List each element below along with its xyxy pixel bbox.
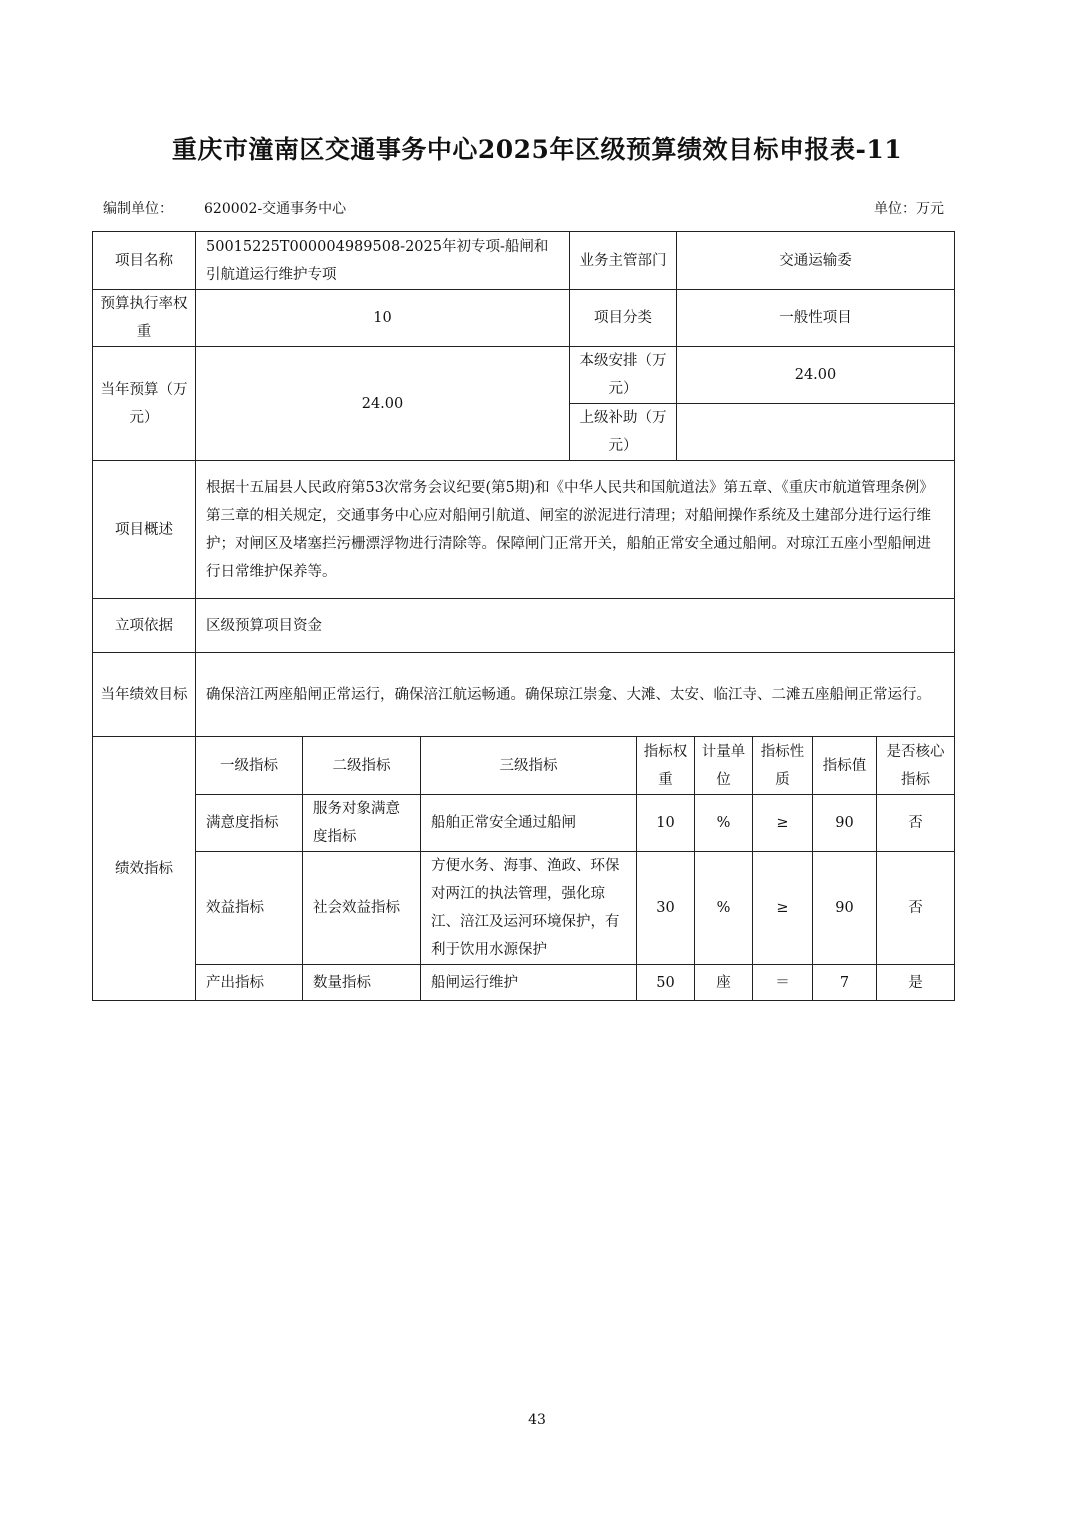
header-cell: 指标性质 <box>753 737 813 795</box>
table-row <box>93 965 955 1001</box>
overview-label: 项目概述 <box>93 461 196 599</box>
cell: 7 <box>813 965 877 1001</box>
goal-label: 当年绩效目标 <box>93 653 196 737</box>
cell: ＝ <box>753 965 813 1001</box>
overview: 根据十五届县人民政府第53次常务会议纪要(第5期)和《中华人民共和国航道法》第五章、《重庆市航道管理条例》第三章的相关规定，交通事务中心应对船闸引航道、闸室的淤泥进行清理；对船闸操作系统及土建部分进行运行维护；对闸区及堵塞拦污栅漂浮物进行清除等。保障闸门正常开关，船舶正常安全通过船闸。对琼江五座小型船闸进行日常维护保养等。 <box>196 461 955 599</box>
header-cell: 一级指标 <box>196 737 303 795</box>
budget: 24.00 <box>196 347 570 461</box>
cell: 效益指标 <box>196 852 303 965</box>
currency-unit: 单位：万元 <box>874 201 944 217</box>
cell: 90 <box>813 852 877 965</box>
dept-label: 业务主管部门 <box>570 232 677 290</box>
cell: 否 <box>877 795 955 852</box>
cell: 50 <box>637 965 695 1001</box>
cell: 座 <box>695 965 753 1001</box>
budget-label: 当年预算（万元） <box>93 347 196 461</box>
goal: 确保涪江两座船闸正常运行，确保涪江航运畅通。确保琼江崇龛、大滩、太安、临江寺、二滩五座船闸正常运行。 <box>196 653 955 737</box>
cell: % <box>695 852 753 965</box>
cell: 方便水务、海事、渔政、环保对两江的执法管理，强化琼江、涪江及运河环境保护，有利于饮用水源保护 <box>421 852 637 965</box>
cell: ≥ <box>753 852 813 965</box>
header-cell: 指标权重 <box>637 737 695 795</box>
category-label: 项目分类 <box>570 290 677 347</box>
exec-weight-label: 预算执行率权重 <box>93 290 196 347</box>
header-cell: 是否核心指标 <box>877 737 955 795</box>
cell: 船舶正常安全通过船闸 <box>421 795 637 852</box>
unit-value: 620002-交通事务中心 <box>204 201 347 217</box>
header-cell: 三级指标 <box>421 737 637 795</box>
indicators-label: 绩效指标 <box>93 737 196 1001</box>
header-cell: 二级指标 <box>303 737 421 795</box>
local: 24.00 <box>677 347 955 404</box>
header-cell: 指标值 <box>813 737 877 795</box>
dept: 交通运输委 <box>677 232 955 290</box>
cell: 90 <box>813 795 877 852</box>
page-number: 43 <box>528 1412 546 1428</box>
cell: 船闸运行维护 <box>421 965 637 1001</box>
cell: 社会效益指标 <box>303 852 421 965</box>
cell: 10 <box>637 795 695 852</box>
cell: 满意度指标 <box>196 795 303 852</box>
local-label: 本级安排（万元） <box>570 347 677 404</box>
table-row <box>93 852 955 965</box>
category: 一般性项目 <box>677 290 955 347</box>
cell: 服务对象满意度指标 <box>303 795 421 852</box>
basis: 区级预算项目资金 <box>196 599 955 653</box>
cell: 数量指标 <box>303 965 421 1001</box>
unit-label: 编制单位： <box>103 201 173 217</box>
cell: 30 <box>637 852 695 965</box>
cell: % <box>695 795 753 852</box>
info-table <box>92 231 955 737</box>
exec-weight: 10 <box>196 290 570 347</box>
basis-label: 立项依据 <box>93 599 196 653</box>
page-title: 重庆市潼南区交通事务中心2025年区级预算绩效目标申报表-11 <box>171 135 903 164</box>
cell: 否 <box>877 852 955 965</box>
superior <box>677 404 955 461</box>
project-name-label: 项目名称 <box>93 232 196 290</box>
table-row <box>93 795 955 852</box>
header-cell: 计量单位 <box>695 737 753 795</box>
cell: ≥ <box>753 795 813 852</box>
superior-label: 上级补助（万元） <box>570 404 677 461</box>
cell: 产出指标 <box>196 965 303 1001</box>
indicators-table <box>92 736 955 1001</box>
cell: 是 <box>877 965 955 1001</box>
project-name: 50015225T000004989508-2025年初专项-船闸和引航道运行维护专项 <box>196 232 570 290</box>
